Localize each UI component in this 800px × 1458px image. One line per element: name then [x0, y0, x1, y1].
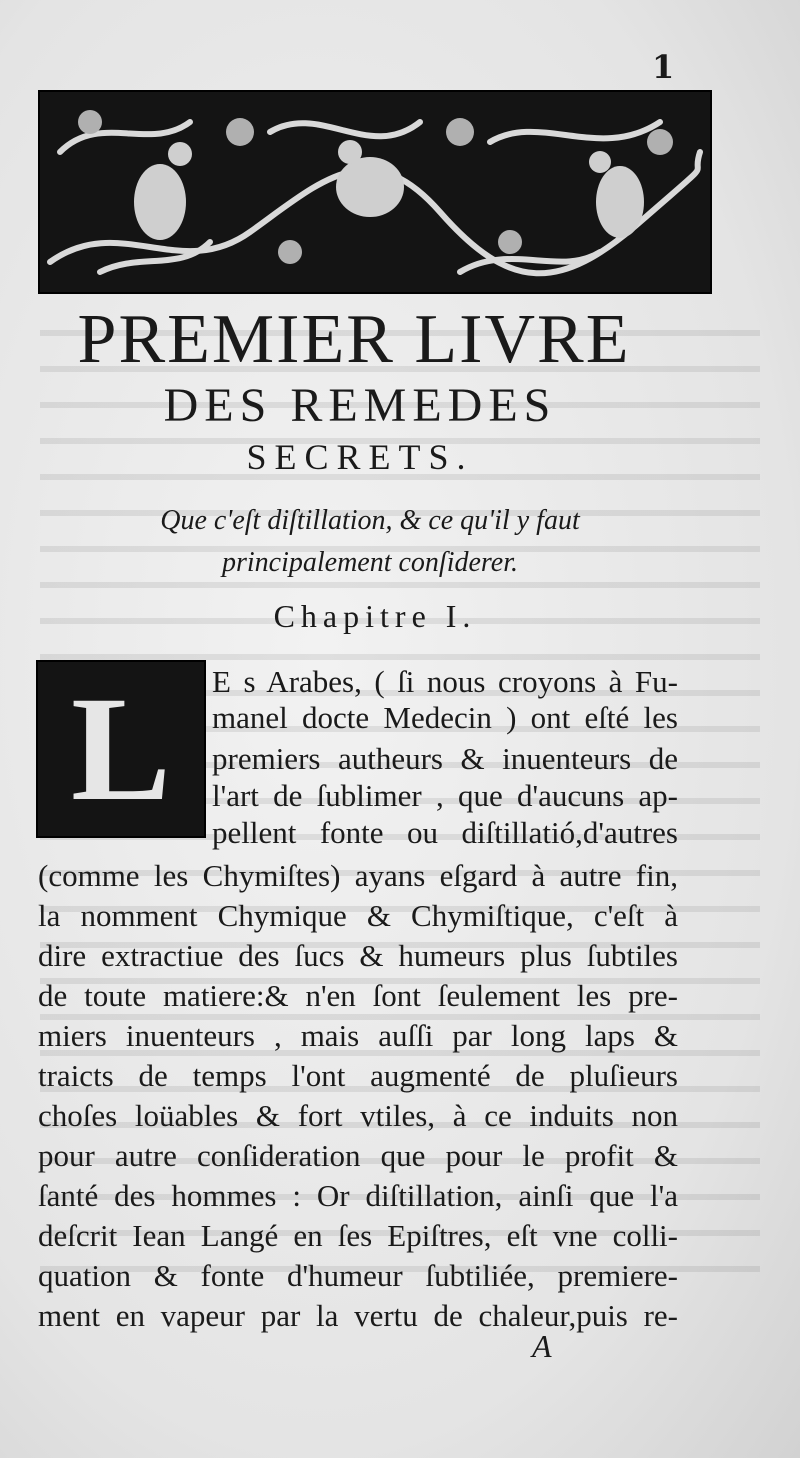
body-line: l'art de ſublimer , que d'aucuns ap- — [212, 778, 678, 813]
body-line: miers inuenteurs , mais auſſi par long laps & — [38, 1018, 678, 1053]
body-line: choſes loüables & fort vtiles, à ce induits non — [38, 1098, 678, 1133]
body-line: E s Arabes, ( ſi nous croyons à Fu- — [212, 664, 678, 699]
body-line: (comme les Chymiſtes) ayans eſgard à autre fin, — [38, 858, 678, 893]
floral-bird-ornament-icon — [40, 92, 710, 292]
body-line: de toute matiere:& n'en ſont ſeulement les pre- — [38, 978, 678, 1013]
body-line: traicts de temps l'ont augmenté de pluſieurs — [38, 1058, 678, 1093]
chapter-heading: Chapitre I. — [273, 598, 477, 634]
book-title-line3: SECRETS. — [246, 437, 474, 477]
subtitle-line2: principalement conſiderer. — [221, 547, 518, 578]
body-line: deſcrit Iean Langé en ſes Epiſtres, eſt vne colli- — [38, 1218, 678, 1253]
body-line: premiers autheurs & inuenteurs de — [212, 741, 678, 776]
page-number: 1 — [652, 48, 675, 86]
dropcap-letter: L — [70, 666, 172, 832]
body-line: manel docte Medecin ) ont eſté les — [212, 700, 678, 735]
decorative-headpiece — [38, 90, 712, 294]
book-title-line1: PREMIER LIVRE — [77, 301, 631, 378]
body-line: pellent fonte ou diſtillatió,d'autres — [212, 815, 678, 850]
body-line: quation & fonte d'humeur ſubtiliée, premiere- — [38, 1258, 678, 1293]
body-line: ſanté des hommes : Or diſtillation, ainſi que l'a — [38, 1178, 678, 1213]
body-line: pour autre conſideration que pour le profit & — [38, 1138, 678, 1173]
body-line: ment en vapeur par la vertu de chaleur,puis re- — [38, 1298, 678, 1333]
body-line: dire extractiue des ſucs & humeurs plus ſubtiles — [38, 938, 678, 973]
subtitle-line1: Que c'eſt diſtillation, & ce qu'il y faut — [160, 505, 580, 536]
decorated-initial — [36, 660, 206, 838]
body-line: la nomment Chymique & Chymiſtique, c'eſt à — [38, 898, 678, 933]
signature-mark: A — [532, 1328, 552, 1364]
book-title-line2: DES REMEDES — [163, 379, 557, 432]
chapter-subtitle — [90, 500, 650, 584]
